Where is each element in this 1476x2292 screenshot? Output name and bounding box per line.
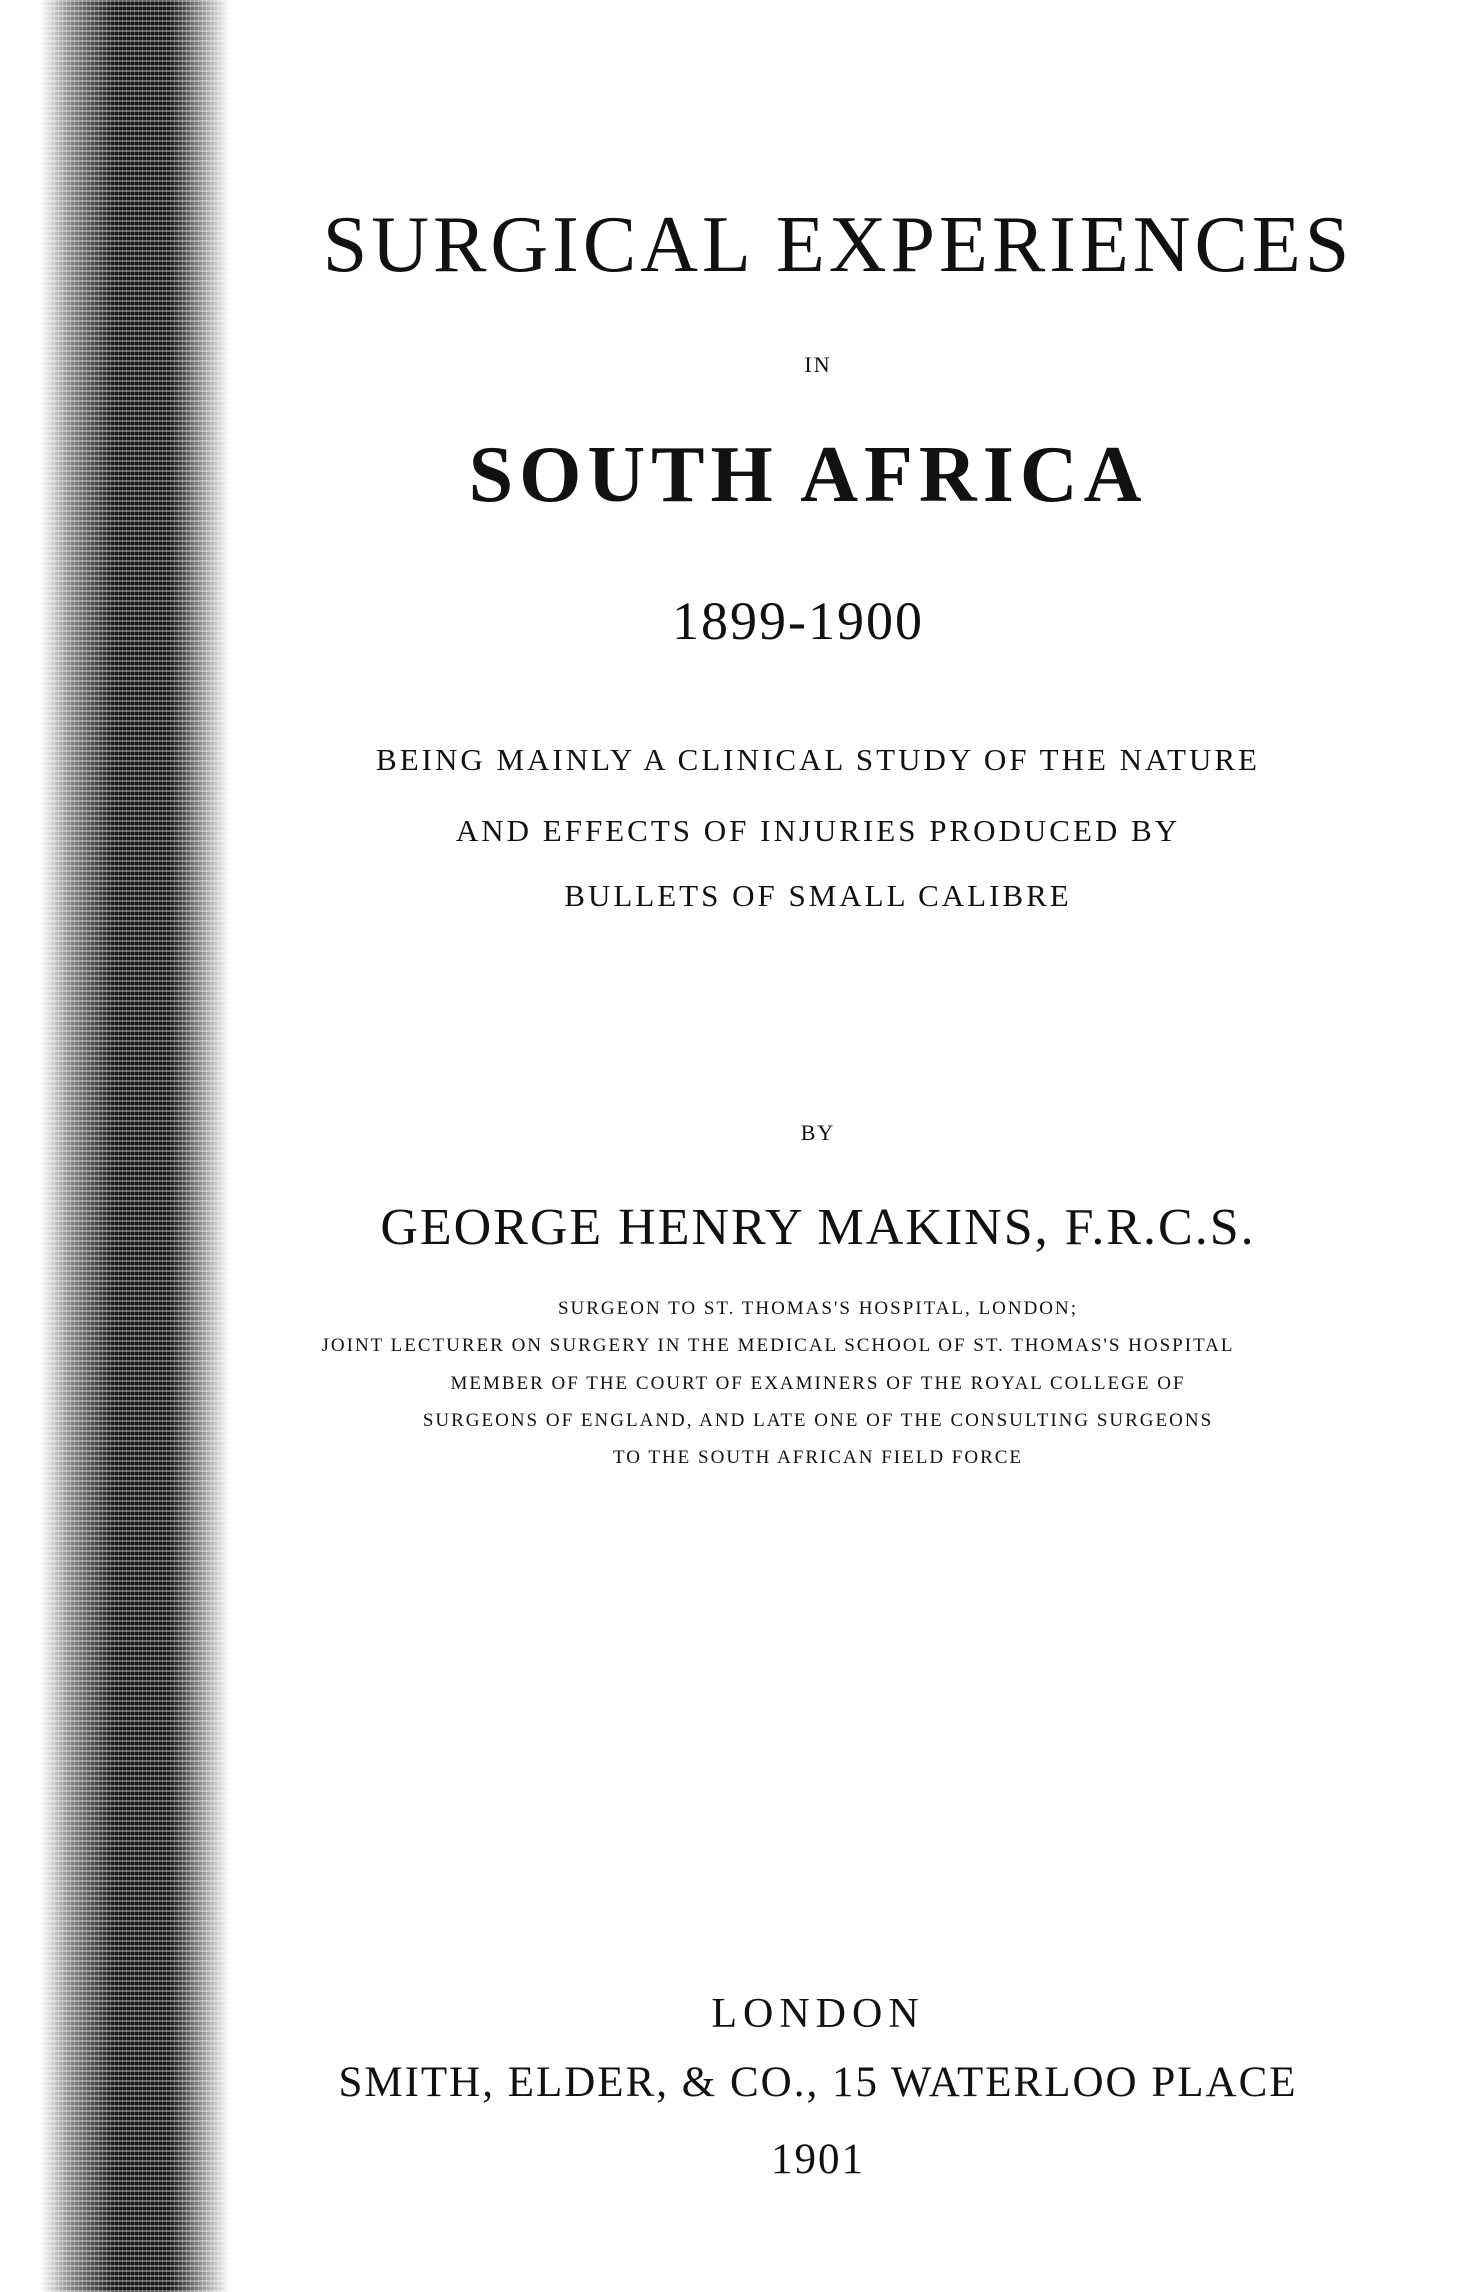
- by-label: BY: [800, 1120, 836, 1145]
- subtitle-line: BEING MAINLY A CLINICAL STUDY OF THE NATURE: [376, 742, 1260, 777]
- book-title: SURGICAL EXPERIENCES: [322, 201, 1354, 289]
- author-name: GEORGE HENRY MAKINS, F.R.C.S.: [380, 1199, 1256, 1256]
- author-credential: JOINT LECTURER ON SURGERY IN THE MEDICAL SCHOOL OF ST. THOMAS'S HOSPITAL: [321, 1335, 1235, 1356]
- author-credential: MEMBER OF THE COURT OF EXAMINERS OF THE ROYAL COLLEGE OF: [450, 1373, 1186, 1394]
- publication-year: 1901: [771, 2136, 865, 2183]
- scan-noise: [30, 0, 250, 2292]
- title-place: SOUTH AFRICA: [468, 431, 1148, 519]
- title-years: 1899-1900: [672, 591, 924, 651]
- author-credential: SURGEON TO ST. THOMAS'S HOSPITAL, LONDON;: [557, 1298, 1079, 1319]
- title-connector: IN: [804, 352, 832, 377]
- publisher-name: SMITH, ELDER, & CO., 15 WATERLOO PLACE: [338, 2059, 1298, 2106]
- author-credential: SURGEONS OF ENGLAND, AND LATE ONE OF THE CONSULTING SURGEONS: [422, 1410, 1214, 1431]
- subtitle-line: AND EFFECTS OF INJURIES PRODUCED BY: [455, 813, 1181, 848]
- subtitle-line: BULLETS OF SMALL CALIBRE: [564, 878, 1072, 913]
- author-credential: TO THE SOUTH AFRICAN FIELD FORCE: [612, 1447, 1024, 1468]
- publisher-city: LONDON: [711, 1991, 925, 2037]
